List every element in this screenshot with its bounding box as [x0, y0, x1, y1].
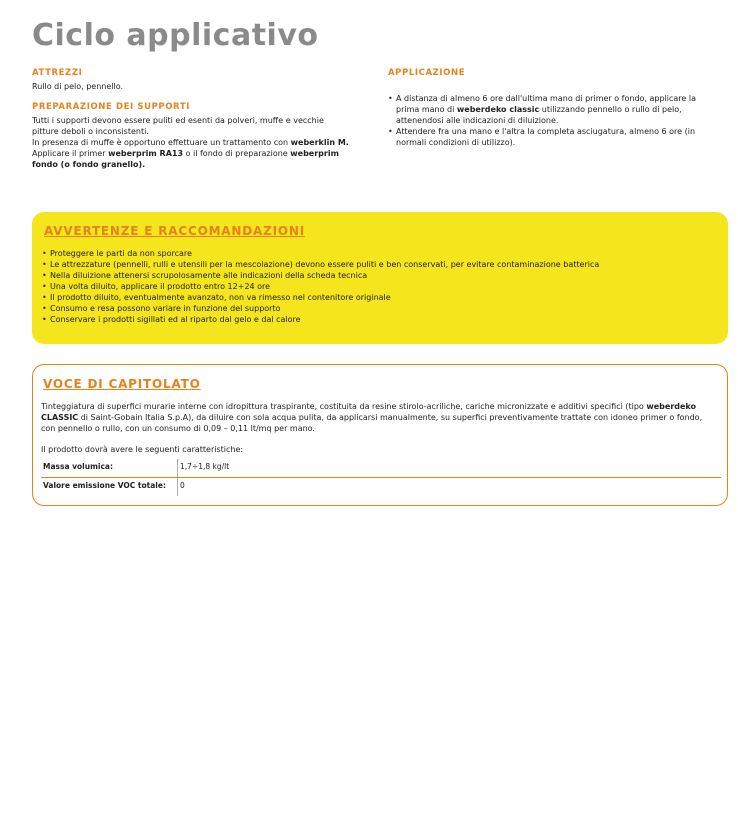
properties-table [41, 459, 721, 496]
preparazione-line3: Applicare il primer weberprim RA13 o il fondo di preparazione weberprim fondo (o fondo granello). [32, 149, 339, 169]
avvertenze-box [32, 212, 728, 344]
avvertenze-heading: AVVERTENZE E RACCOMANDAZIONI [44, 224, 305, 238]
voce-intro: Il prodotto dovrà avere le seguenti caratteristiche: [41, 445, 244, 454]
property-value: 1,7÷1,8 kg/lt [178, 459, 722, 478]
property-label: Valore emissione VOC totale: [41, 478, 178, 497]
right-column [388, 68, 718, 148]
left-column [32, 68, 352, 170]
table-row [41, 459, 721, 478]
attrezzi-text: Rullo di pelo, pennello. [32, 82, 124, 91]
applicazione-heading: APPLICAZIONE [388, 68, 466, 78]
list-item: • Consumo e resa possono variare in funzione del supporto [42, 303, 716, 314]
list-item: • Le attrezzature (pennelli, rulli e utensili per la mescolazione) devono essere puliti e ben conservati, per evitare contaminazione batterica [42, 259, 716, 270]
preparazione-line2: In presenza di muffe è opportuno effettuare un trattamento con weberklin M. [32, 138, 349, 147]
list-item: • Proteggere le parti da non sporcare [42, 248, 716, 259]
list-item: • Una volta diluito, applicare il prodotto entro 12÷24 ore [42, 281, 716, 292]
property-label: Massa volumica: [41, 459, 178, 478]
list-item: • Nella diluizione attenersi scrupolosamente alle indicazioni della scheda tecnica [42, 270, 716, 281]
voce-capitolato-box [32, 364, 728, 506]
avvertenze-list [42, 248, 716, 325]
property-value: 0 [180, 481, 185, 490]
page-title: Ciclo applicativo [32, 18, 319, 53]
table-row [41, 478, 721, 497]
list-item: • Il prodotto diluito, eventualmente avanzato, non va rimesso nel contenitore originale [42, 292, 716, 303]
list-item: • A distanza di almeno 6 ore dall'ultima mano di primer o fondo, applicare la prima mano di weberdeko classic utilizzando pennello o rullo di pelo, attenendosi alle indicazioni di diluizione. [388, 93, 718, 126]
preparazione-line1: Tutti i supporti devono essere puliti ed esenti da polveri, muffe e vecchie pitture deboli o inconsistenti. [32, 116, 324, 136]
list-item: • Attendere fra una mano e l'altra la completa asciugatura, almeno 6 ore (in normali condizioni di utilizzo). [388, 126, 718, 148]
applicazione-list [388, 93, 718, 148]
preparazione-heading: PREPARAZIONE DEI SUPPORTI [32, 102, 190, 112]
attrezzi-heading: ATTREZZI [32, 68, 83, 78]
list-item: • Conservare i prodotti sigillati ed al riparto dal gelo e dal calore [42, 314, 716, 325]
voce-heading: VOCE DI CAPITOLATO [43, 377, 201, 391]
voce-paragraph: Tinteggiatura di superfici murarie interne con idropittura traspirante, costituita da resine stirolo-acriliche, cariche micronizzate e additivi specifici (tipo weberdeko CLASSIC di Saint-Gobain Italia S.p.A), da diluire con sola acqua pulita, da applicarsi manualmente, su superfici preventivamente trattate con idoneo primer o fondo, con pennello o rullo, con un consumo di 0,09 – 0,11 lt/mq per mano. [41, 402, 703, 433]
